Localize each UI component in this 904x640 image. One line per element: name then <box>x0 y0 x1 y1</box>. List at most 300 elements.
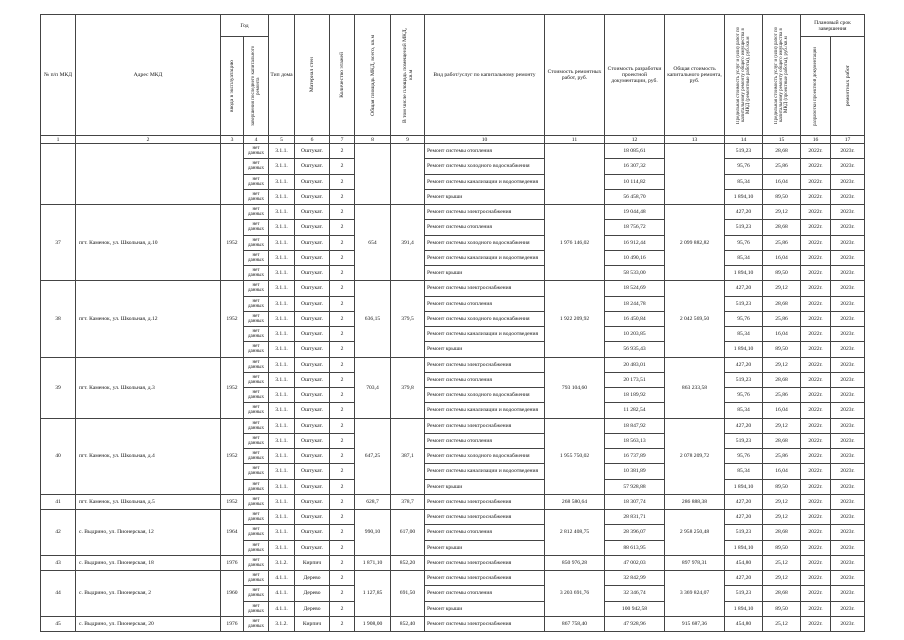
column-number-cell: 5 <box>269 136 295 144</box>
work-type-cell: Ремонт системы электроснабжения <box>425 571 545 586</box>
last-repair-year-cell: нет данных <box>244 189 269 204</box>
address-cell: с. Выдрино, ул. Пионерская, 18 <box>76 555 221 570</box>
design-cost-cell: 19 044,48 <box>605 205 665 220</box>
design-deadline-cell: 2022г. <box>801 266 831 281</box>
repair-deadline-cell: 2023г. <box>831 311 865 326</box>
floors-cell: 2 <box>330 174 355 189</box>
column-number-cell: 7 <box>330 136 355 144</box>
repair-cost-cell: 1 976 146,02 <box>545 205 605 281</box>
repair-deadline-cell: 2023г. <box>831 357 865 372</box>
wall-material-cell: Оштукат. <box>295 510 330 525</box>
design-deadline-cell: 2022г. <box>801 555 831 570</box>
house-type-cell: 3.1.1. <box>269 525 295 540</box>
address-cell: с. Выдрино, ул. Пионерская, 20 <box>76 616 221 631</box>
design-limit-cell: 16,04 <box>763 174 801 189</box>
design-cost-cell: 10 203,85 <box>605 327 665 342</box>
work-type-cell: Ремонт системы канализации и водоотведения <box>425 250 545 265</box>
design-cost-cell: 18 189,92 <box>605 388 665 403</box>
column-number-cell: 17 <box>831 136 865 144</box>
last-repair-year-cell: нет данных <box>244 372 269 387</box>
year-built-cell: 1952 <box>221 281 244 357</box>
total-area-cell: 703,4 <box>355 357 391 418</box>
design-deadline-cell: 2022г. <box>801 388 831 403</box>
repair-limit-cell: 95,76 <box>725 235 763 250</box>
design-deadline-cell: 2022г. <box>801 403 831 418</box>
repair-deadline-cell: 2023г. <box>831 250 865 265</box>
design-limit-cell: 89,50 <box>763 189 801 204</box>
header-col-12: Стоимость разработки проектной документации, руб. <box>605 15 665 136</box>
repair-deadline-cell: 2023г. <box>831 388 865 403</box>
design-limit-cell: 29,12 <box>763 205 801 220</box>
design-cost-cell: 100 942,58 <box>605 601 665 616</box>
repair-limit-cell: 427,20 <box>725 510 763 525</box>
design-limit-cell: 25,12 <box>763 616 801 631</box>
design-cost-cell: 10 490,16 <box>605 250 665 265</box>
repair-deadline-cell: 2023г. <box>831 327 865 342</box>
repair-limit-cell: 1 894,10 <box>725 342 763 357</box>
repair-limit-cell: 519,23 <box>725 525 763 540</box>
house-type-cell: 4.1.1. <box>269 586 295 601</box>
floors-cell: 2 <box>330 571 355 586</box>
wall-material-cell: Оштукат. <box>295 357 330 372</box>
last-repair-year-cell: нет данных <box>244 601 269 616</box>
total-cost-cell: 2 958 250,48 <box>665 510 725 556</box>
last-repair-year-cell: нет данных <box>244 449 269 464</box>
work-type-cell: Ремонт системы холодного водоснабжения <box>425 449 545 464</box>
column-number-cell: 9 <box>391 136 425 144</box>
last-repair-year-cell: нет данных <box>244 525 269 540</box>
total-cost-cell: 915 687,36 <box>665 616 725 631</box>
house-type-cell: 3.1.1. <box>269 418 295 433</box>
column-number-cell: 3 <box>221 136 244 144</box>
design-deadline-cell: 2022г. <box>801 220 831 235</box>
last-repair-year-cell: нет данных <box>244 357 269 372</box>
work-type-cell: Ремонт системы холодного водоснабжения <box>425 311 545 326</box>
work-type-cell: Ремонт системы холодного водоснабжения <box>425 235 545 250</box>
design-deadline-cell: 2022г. <box>801 235 831 250</box>
table-header <box>41 15 865 144</box>
total-cost-cell: 286 888,38 <box>665 494 725 509</box>
year-built-cell: 1952 <box>221 357 244 418</box>
work-type-cell: Ремонт крыши <box>425 540 545 555</box>
design-cost-cell: 88 613,95 <box>605 540 665 555</box>
house-type-cell: 3.1.1. <box>269 159 295 174</box>
repair-limit-cell: 427,20 <box>725 571 763 586</box>
repair-deadline-cell: 2023г. <box>831 266 865 281</box>
year-built-cell: 1952 <box>221 494 244 509</box>
house-type-cell: 3.1.1. <box>269 403 295 418</box>
design-limit-cell: 25,86 <box>763 235 801 250</box>
header-col-15 <box>763 15 801 136</box>
design-deadline-cell: 2022г. <box>801 205 831 220</box>
design-limit-cell: 89,50 <box>763 540 801 555</box>
header-col-1: № п/п МКД <box>41 15 76 136</box>
work-type-cell: Ремонт системы канализации и водоотведения <box>425 327 545 342</box>
wall-material-cell: Оштукат. <box>295 479 330 494</box>
floors-cell: 2 <box>330 601 355 616</box>
premises-area-cell: 391,4 <box>391 205 425 281</box>
last-repair-year-cell: нет данных <box>244 296 269 311</box>
design-deadline-cell: 2022г. <box>801 540 831 555</box>
work-type-cell: Ремонт системы отопления <box>425 433 545 448</box>
repair-cost-cell: 2 812 408,75 <box>545 510 605 556</box>
design-limit-cell: 29,12 <box>763 281 801 296</box>
row-number: 45 <box>41 616 76 631</box>
house-type-cell: 3.1.1. <box>269 357 295 372</box>
repair-limit-cell: 1 894,10 <box>725 266 763 281</box>
work-type-cell: Ремонт системы электроснабжения <box>425 418 545 433</box>
repair-deadline-cell: 2023г. <box>831 281 865 296</box>
design-limit-cell: 28,68 <box>763 525 801 540</box>
total-cost-cell <box>665 144 725 205</box>
total-cost-cell: 2 078 209,72 <box>665 418 725 494</box>
work-type-cell: Ремонт крыши <box>425 266 545 281</box>
design-limit-cell: 29,12 <box>763 571 801 586</box>
last-repair-year-cell: нет данных <box>244 403 269 418</box>
design-deadline-cell: 2022г. <box>801 479 831 494</box>
last-repair-year-cell: нет данных <box>244 388 269 403</box>
row-number: 42 <box>41 510 76 556</box>
premises-area-cell: 378,7 <box>391 494 425 509</box>
design-cost-cell: 57 928,88 <box>605 479 665 494</box>
year-built-cell: 1976 <box>221 616 244 631</box>
design-cost-cell: 28 831,71 <box>605 510 665 525</box>
capital-repair-table-sheet <box>40 14 865 632</box>
house-type-cell: 3.1.1. <box>269 510 295 525</box>
repair-deadline-cell: 2023г. <box>831 418 865 433</box>
design-deadline-cell: 2022г. <box>801 586 831 601</box>
last-repair-year-cell: нет данных <box>244 418 269 433</box>
design-cost-cell: 16 912,44 <box>605 235 665 250</box>
last-repair-year-cell: нет данных <box>244 616 269 631</box>
design-cost-cell: 56 935,43 <box>605 342 665 357</box>
floors-cell: 2 <box>330 342 355 357</box>
floors-cell: 2 <box>330 296 355 311</box>
design-deadline-cell: 2022г. <box>801 189 831 204</box>
design-cost-cell: 16 737,89 <box>605 449 665 464</box>
design-cost-cell: 18 307,74 <box>605 494 665 509</box>
repair-cost-cell: 1 922 209,92 <box>545 281 605 357</box>
design-deadline-cell: 2022г. <box>801 571 831 586</box>
design-deadline-cell: 2022г. <box>801 296 831 311</box>
last-repair-year-cell: нет данных <box>244 433 269 448</box>
wall-material-cell: Дерево <box>295 571 330 586</box>
row-number <box>41 144 76 205</box>
wall-material-cell: Оштукат. <box>295 388 330 403</box>
header-col-8 <box>355 15 391 136</box>
repair-limit-cell: 85,34 <box>725 403 763 418</box>
repair-deadline-cell: 2023г. <box>831 601 865 616</box>
design-limit-cell: 89,50 <box>763 266 801 281</box>
design-cost-cell: 10 381,89 <box>605 464 665 479</box>
floors-cell: 2 <box>330 372 355 387</box>
repair-limit-cell: 519,23 <box>725 372 763 387</box>
last-repair-year-cell: нет данных <box>244 494 269 509</box>
last-repair-year-cell: нет данных <box>244 220 269 235</box>
floors-cell: 2 <box>330 144 355 159</box>
design-cost-cell: 18 524,69 <box>605 281 665 296</box>
header-col-9-text: В том числе площадь помещений МКД, кв.м <box>401 27 414 123</box>
repair-cost-cell: 3 203 691,76 <box>545 571 605 617</box>
design-limit-cell: 28,68 <box>763 220 801 235</box>
table-row <box>41 144 865 159</box>
work-type-cell: Ремонт системы отопления <box>425 586 545 601</box>
repair-deadline-cell: 2023г. <box>831 159 865 174</box>
design-cost-cell: 18 563,13 <box>605 433 665 448</box>
table-row <box>41 616 865 631</box>
column-number-cell: 16 <box>801 136 831 144</box>
header-col-3 <box>221 37 244 136</box>
wall-material-cell: Оштукат. <box>295 174 330 189</box>
last-repair-year-cell: нет данных <box>244 144 269 159</box>
address-cell: с. Выдрино, ул. Пионерская, 12 <box>76 510 221 556</box>
floors-cell: 2 <box>330 433 355 448</box>
last-repair-year-cell: нет данных <box>244 586 269 601</box>
design-limit-cell: 25,86 <box>763 388 801 403</box>
header-col-8-text: Общая площадь МКД, всего, кв.м <box>369 34 376 116</box>
total-cost-cell: 2 099 882,82 <box>665 205 725 281</box>
row-number: 40 <box>41 418 76 494</box>
house-type-cell: 4.1.1. <box>269 571 295 586</box>
repair-limit-cell: 519,23 <box>725 220 763 235</box>
wall-material-cell: Оштукат. <box>295 372 330 387</box>
design-deadline-cell: 2022г. <box>801 464 831 479</box>
design-cost-cell: 58 533,00 <box>605 266 665 281</box>
total-area-cell: 1 127,85 <box>355 571 391 617</box>
work-type-cell: Ремонт системы электроснабжения <box>425 357 545 372</box>
design-limit-cell: 29,12 <box>763 510 801 525</box>
design-limit-cell: 16,04 <box>763 327 801 342</box>
column-number-cell: 2 <box>76 136 221 144</box>
wall-material-cell: Кирпич <box>295 555 330 570</box>
work-type-cell: Ремонт системы канализации и водоотведения <box>425 464 545 479</box>
work-type-cell: Ремонт системы отопления <box>425 144 545 159</box>
header-col-3-text: ввода в эксплуатацию <box>229 59 235 113</box>
wall-material-cell: Оштукат. <box>295 281 330 296</box>
premises-area-cell: 852,40 <box>391 616 425 631</box>
design-limit-cell: 28,68 <box>763 433 801 448</box>
design-cost-cell: 18 847,92 <box>605 418 665 433</box>
header-col-14-text: Предельная стоимость услуг и (или) работ по капитальному ремонту общего имущества в МКД (ремонтные работы), руб./кв.м <box>736 26 751 124</box>
house-type-cell: 3.1.1. <box>269 311 295 326</box>
total-area-cell: 990,10 <box>355 510 391 556</box>
floors-cell: 2 <box>330 479 355 494</box>
wall-material-cell: Оштукат. <box>295 144 330 159</box>
total-cost-cell: 2 042 569,50 <box>665 281 725 357</box>
repair-limit-cell: 427,20 <box>725 357 763 372</box>
last-repair-year-cell: нет данных <box>244 159 269 174</box>
repair-limit-cell: 95,76 <box>725 311 763 326</box>
design-deadline-cell: 2022г. <box>801 144 831 159</box>
repair-deadline-cell: 2023г. <box>831 144 865 159</box>
design-limit-cell: 28,68 <box>763 586 801 601</box>
design-cost-cell: 18 085,61 <box>605 144 665 159</box>
wall-material-cell: Оштукат. <box>295 540 330 555</box>
column-number-cell: 10 <box>425 136 545 144</box>
repair-deadline-cell: 2023г. <box>831 586 865 601</box>
repair-deadline-cell: 2023г. <box>831 205 865 220</box>
wall-material-cell: Оштукат. <box>295 525 330 540</box>
design-deadline-cell: 2022г. <box>801 281 831 296</box>
wall-material-cell: Оштукат. <box>295 433 330 448</box>
house-type-cell: 3.1.1. <box>269 449 295 464</box>
design-cost-cell: 20 173,51 <box>605 372 665 387</box>
design-deadline-cell: 2022г. <box>801 372 831 387</box>
year-built-cell: 1964 <box>221 510 244 556</box>
house-type-cell: 3.1.1. <box>269 464 295 479</box>
design-limit-cell: 29,12 <box>763 494 801 509</box>
house-type-cell: 4.1.1. <box>269 601 295 616</box>
table-row <box>41 418 865 433</box>
floors-cell: 2 <box>330 327 355 342</box>
wall-material-cell: Оштукат. <box>295 266 330 281</box>
house-type-cell: 3.1.1. <box>269 296 295 311</box>
work-type-cell: Ремонт системы электроснабжения <box>425 281 545 296</box>
row-number: 39 <box>41 357 76 418</box>
last-repair-year-cell: нет данных <box>244 235 269 250</box>
floors-cell: 2 <box>330 220 355 235</box>
header-col-17 <box>831 37 865 136</box>
header-col-6-text: Материал стен <box>309 57 315 93</box>
row-number: 44 <box>41 571 76 617</box>
repair-limit-cell: 85,34 <box>725 174 763 189</box>
wall-material-cell: Оштукат. <box>295 494 330 509</box>
address-cell: пгт. Каменок, ул. Школьная, д.4 <box>76 418 221 494</box>
design-limit-cell: 89,50 <box>763 342 801 357</box>
design-deadline-cell: 2022г. <box>801 311 831 326</box>
repair-limit-cell: 1 894,10 <box>725 540 763 555</box>
design-limit-cell: 16,04 <box>763 403 801 418</box>
house-type-cell: 3.1.1. <box>269 327 295 342</box>
design-cost-cell: 56 458,70 <box>605 189 665 204</box>
floors-cell: 2 <box>330 616 355 631</box>
wall-material-cell: Оштукат. <box>295 403 330 418</box>
row-number: 43 <box>41 555 76 570</box>
total-area-cell: 1 871,10 <box>355 555 391 570</box>
premises-area-cell <box>391 144 425 205</box>
repair-deadline-cell: 2023г. <box>831 403 865 418</box>
last-repair-year-cell: нет данных <box>244 327 269 342</box>
wall-material-cell: Оштукат. <box>295 159 330 174</box>
work-type-cell: Ремонт крыши <box>425 189 545 204</box>
floors-cell: 2 <box>330 494 355 509</box>
wall-material-cell: Оштукат. <box>295 189 330 204</box>
design-cost-cell: 20 483,01 <box>605 357 665 372</box>
premises-area-cell: 387,1 <box>391 418 425 494</box>
work-type-cell: Ремонт крыши <box>425 479 545 494</box>
design-limit-cell: 28,68 <box>763 144 801 159</box>
floors-cell: 2 <box>330 311 355 326</box>
house-type-cell: 3.1.1. <box>269 250 295 265</box>
repair-deadline-cell: 2023г. <box>831 494 865 509</box>
floors-cell: 2 <box>330 281 355 296</box>
design-deadline-cell: 2022г. <box>801 449 831 464</box>
address-cell: с. Выдрино, ул. Пионерская, 2 <box>76 571 221 617</box>
design-limit-cell: 28,68 <box>763 372 801 387</box>
header-col-13: Общая стоимость капитального ремонта, руб. <box>665 15 725 136</box>
table-row <box>41 281 865 296</box>
repair-deadline-cell: 2023г. <box>831 555 865 570</box>
total-area-cell: 1 908,00 <box>355 616 391 631</box>
work-type-cell: Ремонт системы канализации и водоотведения <box>425 403 545 418</box>
header-col-5: Тип дома <box>269 15 295 136</box>
repair-cost-cell: 1 955 750,02 <box>545 418 605 494</box>
table-row <box>41 357 865 372</box>
repair-deadline-cell: 2023г. <box>831 525 865 540</box>
floors-cell: 2 <box>330 586 355 601</box>
house-type-cell: 3.1.1. <box>269 266 295 281</box>
house-type-cell: 3.1.1. <box>269 479 295 494</box>
design-limit-cell: 16,04 <box>763 464 801 479</box>
premises-area-cell: 379,5 <box>391 281 425 357</box>
wall-material-cell: Оштукат. <box>295 205 330 220</box>
header-col-10: Вид работ/услуг по капитальному ремонту <box>425 15 545 136</box>
repair-deadline-cell: 2023г. <box>831 372 865 387</box>
house-type-cell: 3.1.1. <box>269 220 295 235</box>
work-type-cell: Ремонт системы электроснабжения <box>425 510 545 525</box>
premises-area-cell: 852,20 <box>391 555 425 570</box>
header-col-16 <box>801 37 831 136</box>
table-row <box>41 555 865 570</box>
floors-cell: 2 <box>330 388 355 403</box>
column-number-cell: 4 <box>244 136 269 144</box>
repair-deadline-cell: 2023г. <box>831 571 865 586</box>
floors-cell: 2 <box>330 418 355 433</box>
column-number-cell: 8 <box>355 136 391 144</box>
repair-limit-cell: 85,34 <box>725 464 763 479</box>
wall-material-cell: Оштукат. <box>295 250 330 265</box>
work-type-cell: Ремонт системы электроснабжения <box>425 555 545 570</box>
wall-material-cell: Оштукат. <box>295 311 330 326</box>
repair-limit-cell: 85,34 <box>725 327 763 342</box>
header-col-9 <box>391 15 425 136</box>
design-cost-cell: 10 114,82 <box>605 174 665 189</box>
repair-limit-cell: 519,23 <box>725 586 763 601</box>
floors-cell: 2 <box>330 449 355 464</box>
header-col-7 <box>330 15 355 136</box>
repair-cost-cell: 268 580,64 <box>545 494 605 509</box>
repair-deadline-cell: 2023г. <box>831 479 865 494</box>
repair-deadline-cell: 2023г. <box>831 296 865 311</box>
repair-deadline-cell: 2023г. <box>831 540 865 555</box>
house-type-cell: 3.1.2. <box>269 555 295 570</box>
house-type-cell: 3.1.1. <box>269 494 295 509</box>
last-repair-year-cell: нет данных <box>244 250 269 265</box>
repair-limit-cell: 95,76 <box>725 159 763 174</box>
wall-material-cell: Кирпич <box>295 616 330 631</box>
work-type-cell: Ремонт системы электроснабжения <box>425 205 545 220</box>
design-limit-cell: 16,04 <box>763 250 801 265</box>
last-repair-year-cell: нет данных <box>244 464 269 479</box>
table-row <box>41 205 865 220</box>
repair-limit-cell: 1 894,10 <box>725 601 763 616</box>
header-col-17-text: ремонтных работ <box>844 65 851 107</box>
column-number-cell: 12 <box>605 136 665 144</box>
work-type-cell: Ремонт системы отопления <box>425 372 545 387</box>
repair-limit-cell: 519,23 <box>725 433 763 448</box>
row-number: 38 <box>41 281 76 357</box>
year-built-cell: 1952 <box>221 418 244 494</box>
header-col-15-text: Предельная стоимость услуг и (или) работ по капитальному ремонту общего имущества в МКД (проектные работы), руб./кв.м <box>774 26 789 124</box>
total-area-cell: 628,7 <box>355 494 391 509</box>
repair-cost-cell: 793 104,60 <box>545 357 605 418</box>
repair-limit-cell: 519,23 <box>725 296 763 311</box>
total-cost-cell: 863 233,58 <box>665 357 725 418</box>
repair-limit-cell: 85,34 <box>725 250 763 265</box>
last-repair-year-cell: нет данных <box>244 342 269 357</box>
design-cost-cell: 32 346,74 <box>605 586 665 601</box>
repair-limit-cell: 427,20 <box>725 281 763 296</box>
